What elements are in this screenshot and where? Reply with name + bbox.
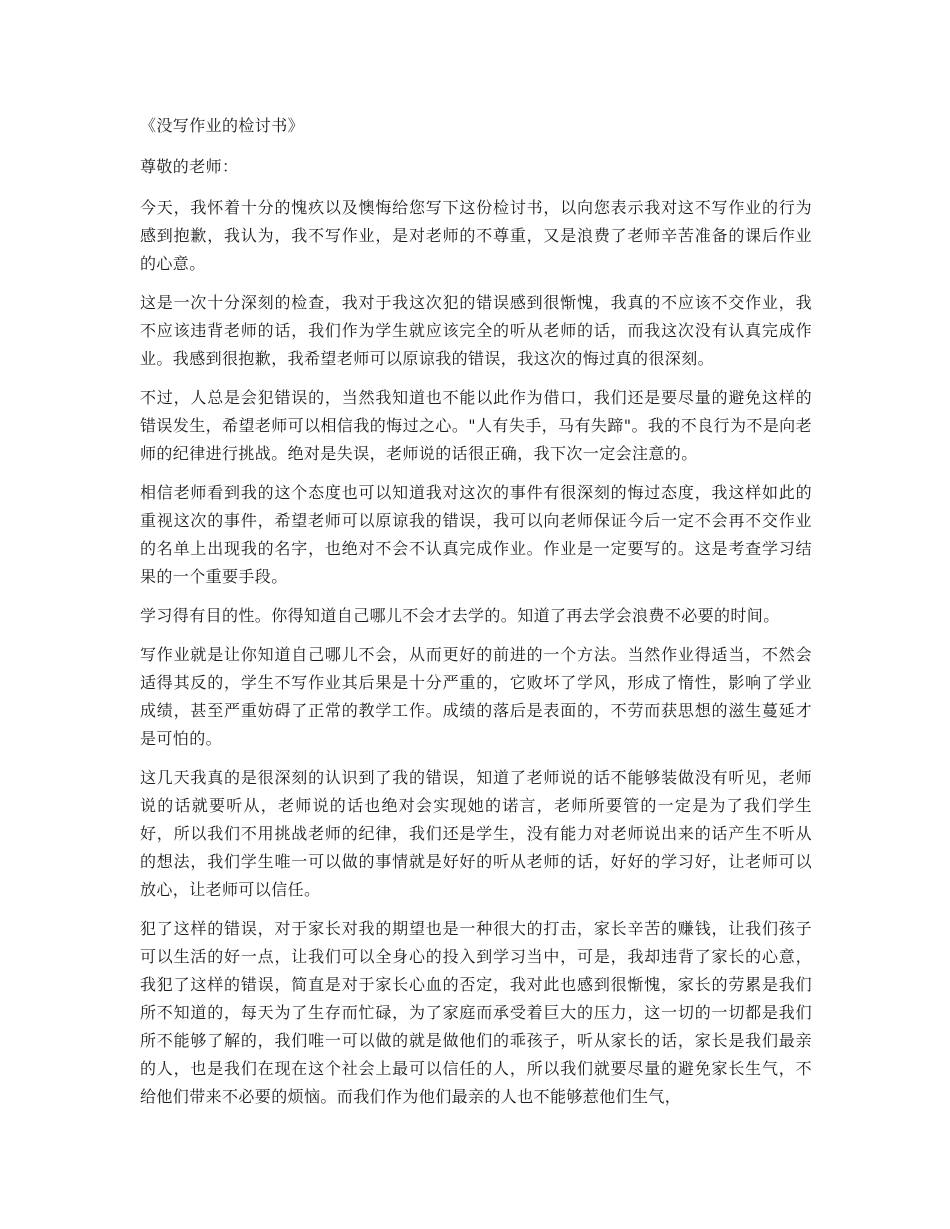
paragraph-2: 这是一次十分深刻的检查，我对于我这次犯的错误感到很惭愧，我真的不应该不交作业，我不应该违背老师的话，我们作为学生就应该完全的听从老师的话，而我这次没有认真完成作业。我感到很抱歉，我希望老师可以原谅我的错误，我这次的悔过真的很深刻。 (140, 293, 812, 368)
document-title: 《没写作业的检讨书》 (140, 116, 305, 135)
salutation: 尊敬的老师： (140, 157, 239, 176)
paragraph-4: 相信老师看到我的这个态度也可以知道我对这次的事件有很深刻的悔过态度，我这样如此的重视这次的事件，希望老师可以原谅我的错误，我可以向老师保证今后一定不会再不交作业的名单上出现我的名字，也绝对不会不认真完成作业。作业是一定要写的。这是考查学习结果的一个重要手段。 (140, 483, 812, 586)
paragraph-7: 这几天我真的是很深刻的认识到了我的错误，知道了老师说的话不能够装做没有听见，老师说的话就要听从，老师说的话也绝对会实现她的诺言，老师所要管的一定是为了我们学生好，所以我们不用挑战老师的纪律，我们还是学生，没有能力对老师说出来的话产生不听从的想法，我们学生唯一可以做的事情就是好好的听从老师的话，好好的学习好，让老师可以放心，让老师可以信任。 (140, 768, 812, 899)
paragraph-6: 写作业就是让你知道自己哪儿不会，从而更好的前进的一个方法。当然作业得适当，不然会适得其反的，学生不写作业其后果是十分严重的，它败坏了学风，形成了惰性，影响了学业成绩，甚至严重妨碍了正常的教学工作。成绩的落后是表面的，不劳而获思想的滋生蔓延才是可怕的。 (140, 645, 812, 748)
paragraph-3: 不过，人总是会犯错误的，当然我知道也不能以此作为借口，我们还是要尽量的避免这样的错误发生，希望老师可以相信我的悔过之心。"人有失手，马有失蹄"。我的不良行为不是向老师的纪律进行挑战。绝对是失误，老师说的话很正确，我下次一定会注意的。 (140, 388, 812, 463)
document-body (140, 112, 812, 1122)
paragraph-5: 学习得有目的性。你得知道自己哪儿不会才去学的。知道了再去学会浪费不必要的时间。 (140, 606, 780, 625)
paragraph-1: 今天，我怀着十分的愧疚以及懊悔给您写下这份检讨书，以向您表示我对这不写作业的行为感到抱歉，我认为，我不写作业，是对老师的不尊重，又是浪费了老师辛苦准备的课后作业的心意。 (140, 198, 812, 273)
paragraph-8: 犯了这样的错误，对于家长对我的期望也是一种很大的打击，家长辛苦的赚钱，让我们孩子可以生活的好一点，让我们可以全身心的投入到学习当中，可是，我却违背了家长的心意，我犯了这样的错误，简直是对于家长心血的否定，我对此也感到很惭愧，家长的劳累是我们所不知道的，每天为了生存而忙碌，为了家庭而承受着巨大的压力，这一切的一切都是我们所不能够了解的，我们唯一可以做的就是做他们的乖孩子，听从家长的话，家长是我们最亲的人，也是我们在现在这个社会上最可以信任的人，所以我们就要尽量的避免家长生气，不给他们带来不必要的烦恼。而我们作为他们最亲的人也不能够惹他们生气， (140, 919, 812, 1106)
